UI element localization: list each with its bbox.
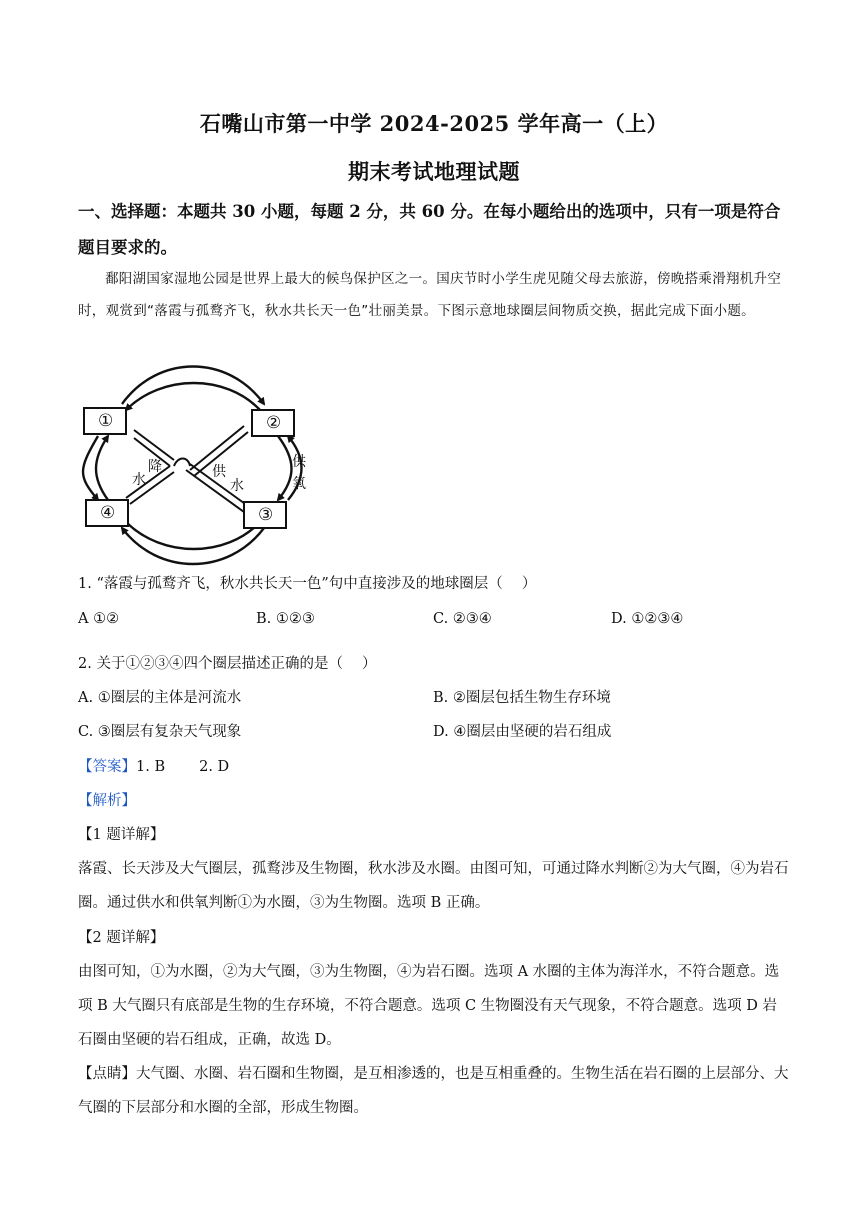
detail-2-label: 【2 题详解】 (78, 930, 165, 946)
label-gong: 供 (212, 464, 226, 480)
tip-label: 【点睛】 (78, 1066, 136, 1082)
q1-option-b: B. ①②③ (256, 611, 315, 627)
question-2-stem: 2. 关于①②③④四个圈层描述正确的是（ ） (78, 656, 377, 672)
box-4-label: ④ (100, 503, 116, 523)
arc-left-inner (96, 436, 108, 500)
q1-option-a: A ①② (78, 611, 120, 627)
arc-bottom-inner (126, 522, 260, 549)
q2-option-b: B. ②圈层包括生物生存环境 (433, 690, 611, 706)
label-gongyang-2: 氧 (292, 476, 306, 492)
box-2-label: ② (266, 413, 282, 433)
arc-bottom (122, 528, 264, 564)
q2-option-c: C. ③圈层有复杂天气现象 (78, 724, 242, 740)
q1-option-c: C. ②③④ (433, 611, 492, 627)
box-1-label: ① (98, 411, 114, 431)
detail-1-label: 【1 题详解】 (78, 827, 165, 843)
q1-option-d: D. ①②③④ (611, 611, 684, 627)
q2-option-a: A. ①圈层的主体是河流水 (78, 690, 242, 706)
detail-2-text: 由图可知，①为水圈，②为大气圈，③为生物圈，④为岩石圈。选项 A 水圈的主体为海洋水，不符合题意。选项 B 大气圈只有底部是生物的生存环境，不符合题意。选项 C 生物圈没有天气现象，不符合题意。选项 D 岩石圈由坚硬的岩石组成，正确，故选 D。 (78, 964, 780, 1048)
exam-title: 石嘴山市第一中学 2024-2025 学年高一（上） (199, 111, 669, 136)
question-1-stem: 1. “落霞与孤鹜齐飞，秋水共长天一色”句中直接涉及的地球圈层（ ） (78, 576, 537, 592)
answer-q1: 1. B (136, 759, 166, 775)
arc-top-inner (126, 383, 260, 410)
label-jiang: 降 (148, 459, 162, 475)
tip-paragraph (78, 1057, 790, 1125)
bridge-arc (174, 459, 190, 467)
sphere-exchange-diagram (78, 360, 310, 572)
answer-line (78, 757, 229, 777)
arc-top (122, 367, 264, 405)
section-heading: 一、选择题：本题共 30 小题，每题 2 分，共 60 分。在每小题给出的选项中，只有一项是符合题目要求的。 (78, 202, 781, 257)
tip-text: 大气圈、水圈、岩石圈和生物圈，是互相渗透的，也是互相重叠的。生物生活在岩石圈的上层部分、大气圈的下层部分和水圈的全部，形成生物圈。 (78, 1066, 789, 1116)
label-gongyang-1: 供 (292, 454, 306, 470)
box-3-label: ③ (258, 505, 274, 525)
label-shui-left: 水 (132, 472, 146, 488)
detail-1-text: 落霞、长天涉及大气圈层，孤鹜涉及生物圈，秋水涉及水圈。由图可知，可通过降水判断②为大气圈，④为岩石圈。通过供水和供氧判断①为水圈，③为生物圈。选项 B 正确。 (78, 861, 789, 911)
diagram-svg (78, 360, 310, 572)
answer-label: 【答案】 (78, 759, 136, 775)
label-shui-right: 水 (230, 478, 244, 494)
analysis-label: 【解析】 (78, 793, 136, 809)
exam-subtitle: 期末考试地理试题 (348, 159, 520, 184)
answer-q2: 2. D (199, 759, 230, 775)
intro-passage: 鄱阳湖国家湿地公园是世界上最大的候鸟保护区之一。国庆节时小学生虎见随父母去旅游，傍晚搭乘滑翔机升空时，观赏到“落霞与孤鹜齐飞，秋水共长天一色”壮丽美景。下图示意地球圈层间物质交换，据此完成下面小题。 (78, 271, 782, 319)
q2-option-d: D. ④圈层由坚硬的岩石组成 (433, 724, 612, 740)
arc-right (278, 436, 292, 500)
